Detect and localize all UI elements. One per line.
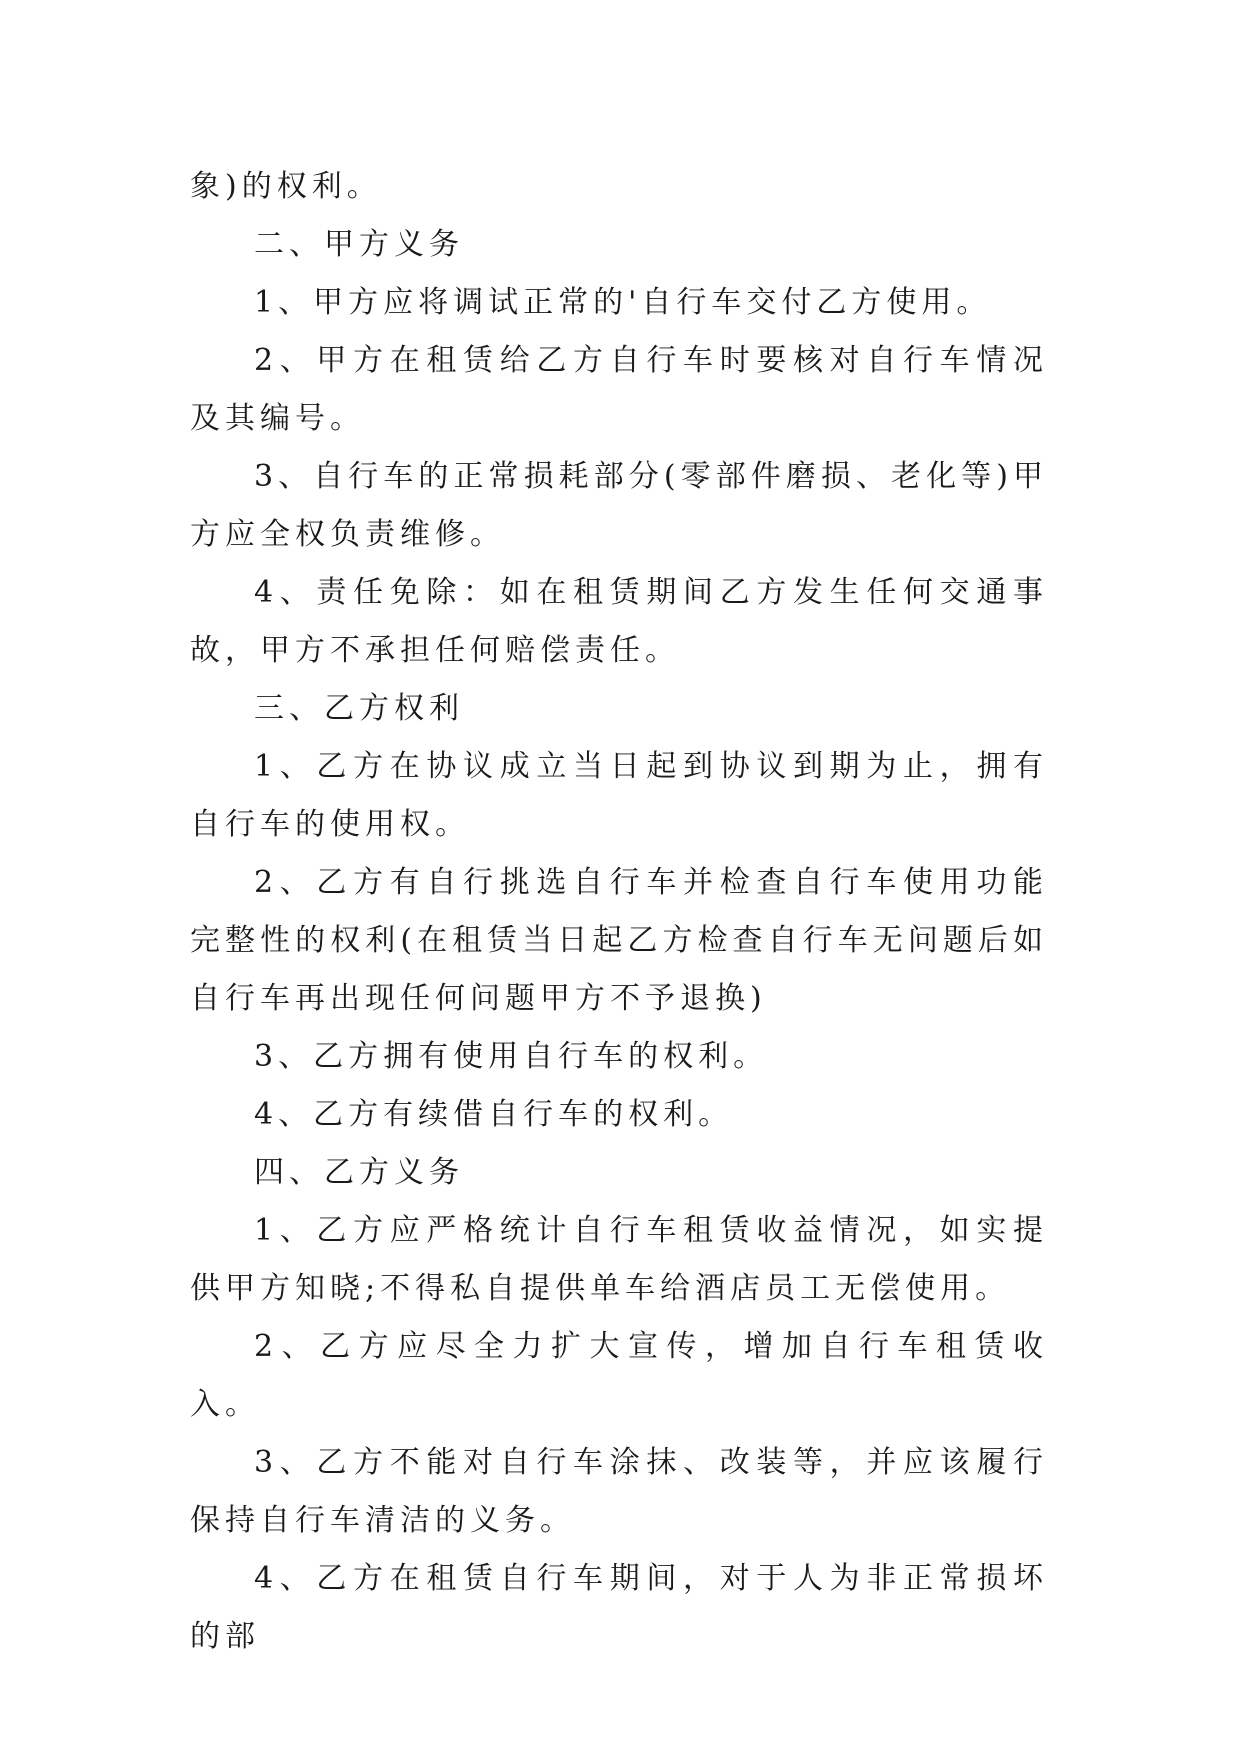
- paragraph: 2、乙方应尽全力扩大宣传，增加自行车租赁收入。: [190, 1329, 1048, 1422]
- section-heading: 二、甲方义务: [254, 227, 464, 262]
- paragraph: 象)的权利。: [190, 169, 382, 204]
- paragraph: 1、甲方应将调试正常的'自行车交付乙方使用。: [254, 285, 992, 320]
- document-body: [190, 158, 1048, 1666]
- section-heading: 四、乙方义务: [254, 1155, 464, 1190]
- paragraph: 3、乙方拥有使用自行车的权利。: [254, 1039, 769, 1074]
- paragraph: 3、乙方不能对自行车涂抹、改装等，并应该履行保持自行车清洁的义务。: [190, 1445, 1048, 1538]
- paragraph: 4、乙方在租赁自行车期间，对于人为非正常损坏的部: [190, 1561, 1048, 1654]
- paragraph: 2、乙方有自行挑选自行车并检查自行车使用功能完整性的权利(在租赁当日起乙方检查自行车无问题后如自行车再出现任何问题甲方不予退换): [190, 865, 1048, 1016]
- paragraph: 4、乙方有续借自行车的权利。: [254, 1097, 734, 1132]
- paragraph: 3、自行车的正常损耗部分(零部件磨损、老化等)甲方应全权负责维修。: [190, 459, 1048, 552]
- section-heading: 三、乙方权利: [254, 691, 464, 726]
- paragraph: 2、甲方在租赁给乙方自行车时要核对自行车情况及其编号。: [190, 343, 1048, 436]
- paragraph: 1、乙方在协议成立当日起到协议到期为止，拥有自行车的使用权。: [190, 749, 1048, 842]
- paragraph: 4、责任免除：如在租赁期间乙方发生任何交通事故，甲方不承担任何赔偿责任。: [190, 575, 1048, 668]
- paragraph: 1、乙方应严格统计自行车租赁收益情况，如实提供甲方知晓;不得私自提供单车给酒店员工无偿使用。: [190, 1213, 1048, 1306]
